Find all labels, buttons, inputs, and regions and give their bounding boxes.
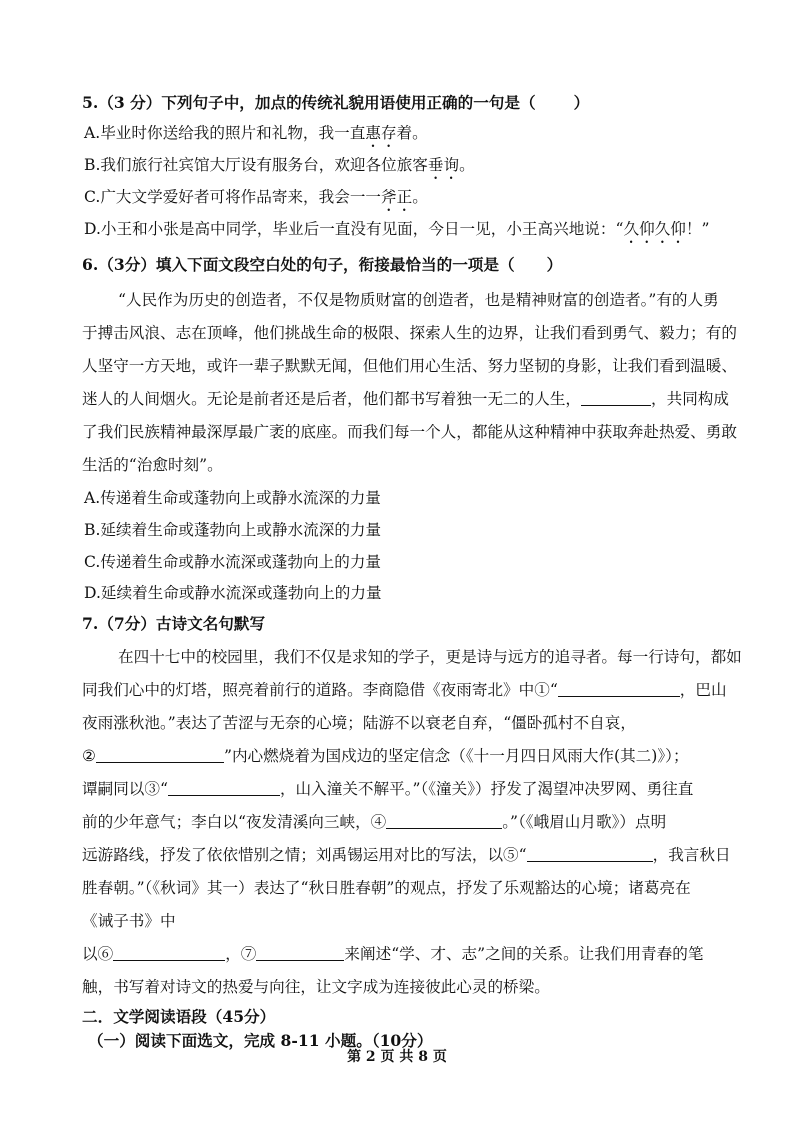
- q5-option-c-pre: C.广大文学爱好者可将作品寄来，我会一一: [84, 188, 382, 206]
- q7-line-3: 夜雨涨秋池。”表达了苦涩与无奈的心境；陆游不以衰老自弃，“僵卧孤村不自哀，: [82, 714, 636, 732]
- q7-blank-5[interactable]: [527, 845, 653, 862]
- q7-line-2: [82, 679, 754, 701]
- q5-option-d-dotted: 久仰久仰: [623, 220, 686, 238]
- q7-line-1: 在四十七中的校园里，我们不仅是求知的学子，更是诗与远方的追寻者。每一行诗句，都如: [118, 648, 742, 666]
- q7-line-5-b: ，山入潼关不解平。”（《潼关》）抒发了渴望冲决罗网、勇往直: [279, 780, 694, 798]
- q6-passage-line-5: 了我们民族精神最深厚最广袤的底座。而我们每一个人，都能从这种精神中获取奔赴热爱、勇敢: [82, 423, 737, 441]
- q5-option-a-post: 着。: [396, 124, 428, 142]
- q6-passage-line-1: “人民作为历史的创造者，不仅是物质财富的创造者，也是精神财富的创造者。”有的人勇: [118, 291, 719, 309]
- q6-stem: [82, 254, 754, 276]
- q7-blank-7[interactable]: [256, 944, 344, 961]
- section-2-title: 二．文学阅读语段（45分）: [82, 1007, 276, 1026]
- section-2-subtitle: （一）阅读下面选文，完成 8-11 小题。（10分）: [88, 1031, 433, 1050]
- q7-line-2-a: 同我们心中的灯塔，照亮着前行的道路。李商隐借《夜雨寄北》中①“: [82, 681, 558, 699]
- q5-option-c-post: 。: [412, 188, 428, 206]
- q7-blank-2[interactable]: [96, 746, 224, 763]
- q7-line-5: [82, 778, 754, 800]
- q6-option-a: A.传递着生命或蓬勃向上或静水流深的力量: [84, 489, 381, 507]
- q7-line-10-a: 以⑥: [82, 945, 114, 963]
- q6-option-b: B.延续着生命或蓬勃向上或静水流深的力量: [84, 521, 382, 539]
- q7-line-7: [82, 844, 754, 866]
- q7-line-10-c: 来阐述“学、才、志”之间的关系。让我们用青春的笔: [344, 945, 704, 963]
- q6-passage-line-4: [82, 388, 754, 410]
- page-footer: 第 2 页 共 8 页: [347, 1049, 447, 1065]
- q6-stem-text: 6.（3分）填入下面文段空白处的句子，衔接最恰当的一项是（: [82, 255, 515, 274]
- q6-stem-paren: ）: [546, 255, 563, 274]
- q6-answer-blank[interactable]: [581, 389, 651, 406]
- q6-option-d: D.延续着生命或静水流深或蓬勃向上的力量: [84, 584, 382, 602]
- q5-stem: [82, 92, 754, 114]
- q5-option-b-dotted: 垂询: [427, 156, 460, 174]
- q7-line-6: [82, 811, 754, 833]
- q7-blank-3[interactable]: [168, 779, 280, 796]
- q7-line-11: 触，书写着对诗文的热爱与向往，让文字成为连接彼此心灵的桥梁。: [82, 978, 550, 996]
- q7-line-2-b: ，巴山: [679, 681, 727, 699]
- q5-option-c-dotted: 斧正: [381, 188, 413, 206]
- q7-line-10: [82, 943, 754, 965]
- q6-passage-line-4-b: ，共同构成: [651, 390, 729, 408]
- q7-line-6-a: 前的少年意气；李白以“夜发清溪向三峡，④: [82, 813, 387, 831]
- q7-line-7-b: ，我言秋日: [652, 846, 731, 864]
- q5-option-d: [84, 218, 754, 247]
- q7-blank-1[interactable]: [558, 680, 680, 697]
- q7-line-4: [82, 745, 754, 767]
- q5-option-a-dotted: 惠存: [365, 124, 397, 142]
- q6-passage-line-3: 人坚守一方天地，或许一辈子默默无闻，但他们用心生活、努力坚韧的身影，让我们看到温暖、: [82, 357, 737, 375]
- q5-option-b: [84, 154, 754, 183]
- q5-stem-paren: ）: [573, 93, 590, 112]
- q7-line-7-a: 远游路线，抒发了依依惜别之情；刘禹锡运用对比的写法，以⑤“: [82, 846, 527, 864]
- q7-line-4-a: ②: [82, 747, 96, 765]
- q5-option-a-pre: A.毕业时你送给我的照片和礼物，我一直: [84, 124, 366, 142]
- q7-line-8: 胜春朝。”（《秋词》其一）表达了“秋日胜春朝”的观点，抒发了乐观豁达的心境；诸葛亮在: [82, 879, 691, 897]
- q7-blank-6[interactable]: [113, 944, 225, 961]
- q5-option-b-pre: B.我们旅行社宾馆大厅设有服务台，欢迎各位旅客: [84, 156, 428, 174]
- q6-option-c: C.传递着生命或静水流深或蓬勃向上的力量: [84, 553, 382, 571]
- q7-line-9: 《诫子书》中: [82, 912, 176, 930]
- q6-passage-line-4-a: 迷人的人间烟火。无论是前者还是后者，他们都书写着独一无二的人生，: [82, 390, 582, 408]
- q7-line-5-a: 谭嗣同以③“: [82, 780, 168, 798]
- q7-blank-4[interactable]: [386, 812, 502, 829]
- q7-stem: 7.（7分）古诗文名句默写: [82, 614, 266, 633]
- q5-option-a: [84, 122, 754, 151]
- q5-option-d-pre: D.小王和小张是高中同学，毕业后一直没有见面，今日一见，小王高兴地说：“: [84, 220, 624, 238]
- q5-option-c: [84, 186, 754, 215]
- q5-option-d-post: ！”: [685, 220, 710, 238]
- q5-stem-text: 5.（3 分）下列句子中，加点的传统礼貌用语使用正确的一句是（: [82, 93, 536, 112]
- q7-line-10-b: ，⑦: [225, 945, 257, 963]
- q6-passage-line-2: 于搏击风浪、志在顶峰，他们挑战生命的极限、探索人生的边界，让我们看到勇气、毅力；有的: [82, 324, 737, 342]
- q7-line-4-b: ”内心燃烧着为国戍边的坚定信念（《十一月四日风雨大作(其二)》）；: [223, 747, 689, 765]
- q5-option-b-post: 。: [459, 156, 475, 174]
- q6-passage-line-6: 生活的“治愈时刻”。: [82, 456, 223, 474]
- q7-line-6-b: 。”（《峨眉山月歌》）点明: [502, 813, 667, 831]
